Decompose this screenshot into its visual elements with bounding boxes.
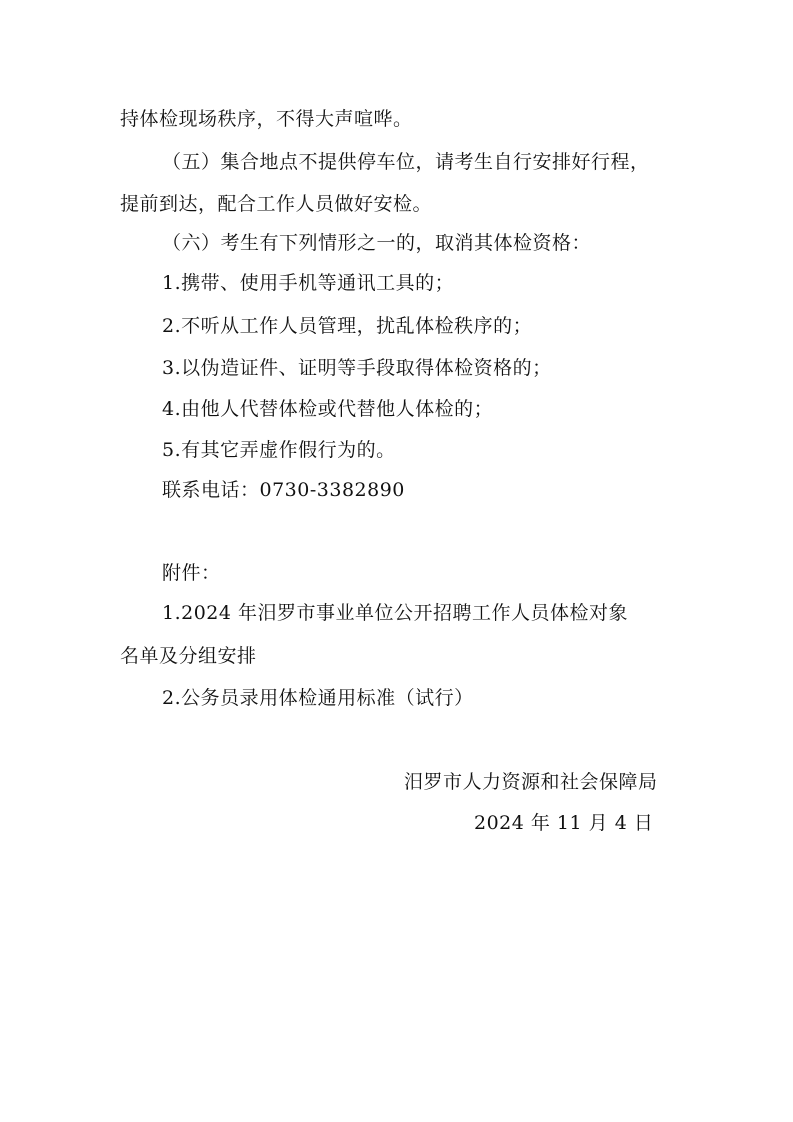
paragraph-line: （五）集合地点不提供停车位，请考生自行安排好行程， bbox=[162, 151, 650, 173]
list-item: 2.不听从工作人员管理，扰乱体检秩序的； bbox=[162, 315, 533, 337]
paragraph-line: 提前到达，配合工作人员做好安检。 bbox=[120, 193, 433, 215]
contact-phone: 联系电话：0730-3382890 bbox=[162, 479, 405, 501]
list-item: 4.由他人代替体检或代替他人体检的； bbox=[162, 398, 494, 420]
signature-date: 2024 年 11 月 4 日 bbox=[474, 812, 654, 834]
paragraph-line: 持体检现场秩序，不得大声喧哗。 bbox=[120, 108, 413, 130]
paragraph-line: （六）考生有下列情形之一的，取消其体检资格： bbox=[162, 232, 592, 254]
attachment-item: 2.公务员录用体检通用标准（试行） bbox=[162, 687, 474, 709]
list-item: 5.有其它弄虚作假行为的。 bbox=[162, 439, 396, 461]
list-item: 1.携带、使用手机等通讯工具的； bbox=[162, 272, 455, 294]
attachment-item-continuation: 名单及分组安排 bbox=[120, 645, 257, 667]
attachment-item: 1.2024 年汨罗市事业单位公开招聘工作人员体检对象 bbox=[162, 602, 629, 624]
attachments-heading: 附件： bbox=[162, 562, 221, 584]
signature-organization: 汨罗市人力资源和社会保障局 bbox=[404, 771, 658, 793]
list-item: 3.以伪造证件、证明等手段取得体检资格的； bbox=[162, 357, 552, 379]
